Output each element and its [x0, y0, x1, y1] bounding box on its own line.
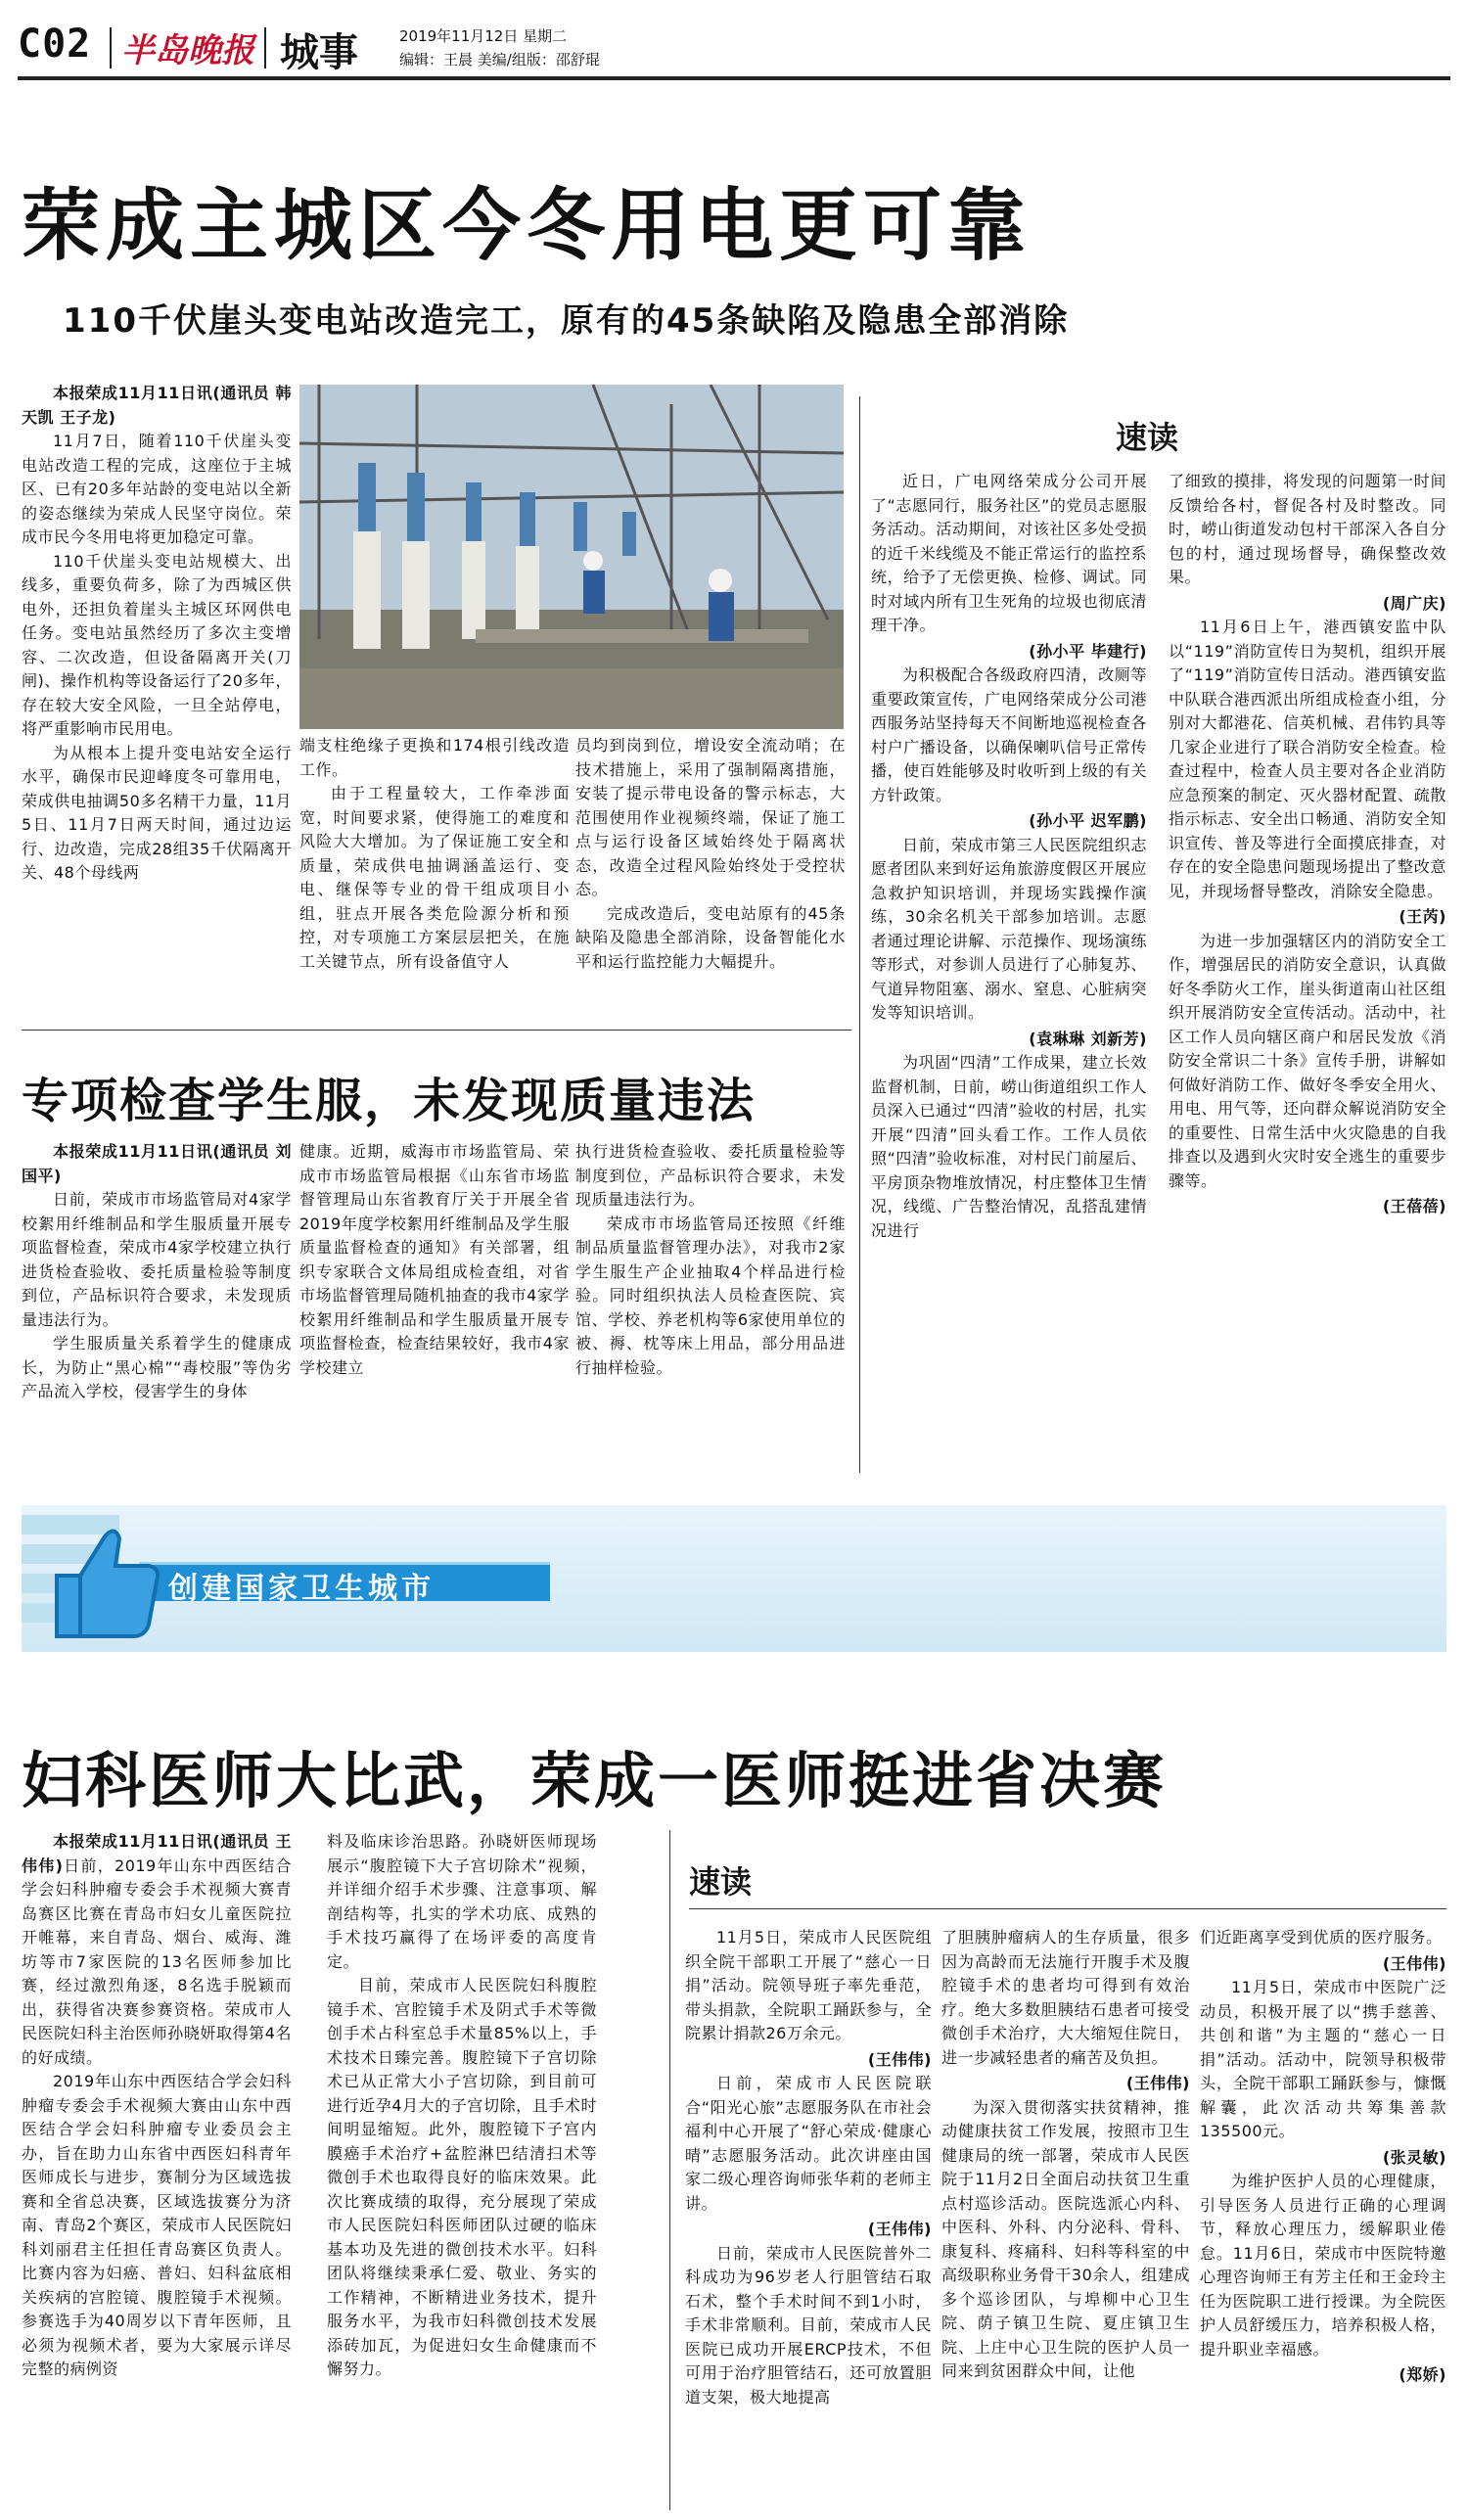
sudu2-byline: (王伟伟) — [867, 2049, 932, 2069]
sudu1-title: 速读 — [1116, 419, 1179, 456]
sudu2-brief: 11月5日，荣成市中医院广泛动员，积极开展了以“携手慈善、共创和谐”为主题的“慈心一日捐”活动。活动中，院领导积极带头，全院干部职工踊跃参与，慷慨解囊，此次活动共筹集善款135500元。 — [1200, 1978, 1446, 2140]
sudu1-byline: (王芮) — [1399, 907, 1446, 926]
column-divider — [669, 1830, 670, 2510]
sudu2-byline: (王伟伟) — [867, 2220, 932, 2238]
section-name: 城事 — [280, 29, 358, 75]
article1-paragraph: 员均到岗到位，增设安全流动哨；在技术措施上，采用了强制隔离措施，安装了提示带电设备的警示标志，大范围使用作业视频终端，保证了施工点与运行设备区域始终处于隔离状态，改造全过程风险始终处于受控状态。 — [575, 736, 846, 898]
sudu2-brief: 了胆胰肿瘤病人的生存质量，很多因为高龄而无法施行开腹手术及腹腔镜手术的患者均可得到有效治疗。绝大多数胆胰结石患者可接受微创手术治疗，大大缩短住院日，进一步减轻患者的痛苦及负担。 — [941, 1928, 1190, 2067]
article1-column-3 — [575, 734, 846, 1028]
sudu1-byline: (袁琳琳 刘新芳) — [1029, 1029, 1147, 1048]
article3-paragraph — [22, 1830, 292, 2070]
sudu1-brief: 11月6日上午，港西镇安监中队以“119”消防宣传日为契机，组织开展了“119”消防宣传日活动。港西镇安监中队联合港西派出所组成检查小组，分别对大都港花、信英机械、君伟钓具等几家企业进行了联合消防安全检查。检查过程中，检查人员主要对各企业消防应急预案的制定、灭火器材配置、疏散指示标志、安全出口畅通、消防安全知识宣传、普及等进行全面摸底排查，对存在的安全隐患问题现场提出了整改意见，并现场督导整改，消除安全隐患。 — [1169, 618, 1446, 900]
newspaper-name: 半岛晚报 — [121, 31, 254, 70]
sudu1-brief: 为进一步加强辖区内的消防安全工作，增强居民的消防安全意识，认真做好冬季防火工作，崖头街道南山社区组织开展消防安全宣传活动。活动中，社区工作人员向辖区商户和居民发放《消防安全常识二十条》宣传手册，讲解如何做好消防工作、做好冬季安全用火、用电、用气等，还向群众解说消防安全的重要性、日常生活中火灾隐患的自我排查以及遇到火灾时安全逃生的重要步骤等。 — [1169, 931, 1446, 1190]
masthead-rule — [18, 76, 1450, 80]
banner-label: 创建国家卫生城市 — [168, 1572, 435, 1606]
substation-photo — [299, 385, 844, 729]
article2-column-3 — [575, 1140, 846, 1468]
article3-paragraph-text: 日前，2019年山东中西医结合学会妇科肿瘤专委会手术视频大赛青岛赛区比赛在青岛市妇女儿童医院拉开帷幕，来自青岛、烟台、威海、潍坊等市7家医院的13名医师参加比赛，经过激烈角逐，8名选手脱颖而出，获得省决赛参赛资格。荣成市人民医院妇科主治医师孙晓妍取得第4名的好成绩。 — [22, 1856, 292, 2067]
date-line: 2019年11月12日 星期二 — [399, 27, 568, 45]
sudu2-byline: (郑娇) — [1399, 2365, 1446, 2384]
column-divider — [859, 396, 860, 1473]
article2-paragraph: 健康。近期，威海市市场监管局、荣成市市场监管局根据《山东省市场监督管理局山东省教育厅关于开展全省2019年度学校絮用纤维制品及学生服质量监督检查的通知》有关部署，组织专家联合文体局组成检查组，对省市场监督管理局随机抽查的我市4家学校絮用纤维制品和学生服质量开展专项监督检查，检查结果较好，我市4家学校建立 — [299, 1142, 570, 1377]
article3-paragraph: 料及临床诊治思路。孙晓妍医师现场展示“腹腔镜下大子宫切除术”视频，并详细介绍手术步骤、注意事项、解剖结构等，扎实的学术功底、成熟的手术技巧赢得了在场评委的高度肯定。 — [327, 1832, 597, 1971]
sudu2-byline: (王伟伟) — [1125, 2074, 1190, 2092]
article1-column-2 — [299, 734, 570, 1028]
sudu2-title: 速读 — [689, 1863, 753, 1901]
article3-paragraph: 目前，荣成市人民医院妇科腹腔镜手术、宫腔镜手术及阴式手术等微创手术占科室总手术量85%以上，手术技术日臻完善。腹腔镜下子宫切除术已从正常大小子宫切除，到目前可进行近孕4月大的子宫切除，且手术时间明显缩短。此外，腹腔镜下子宫内膜癌手术治疗+盆腔淋巴结清扫术等微创手术也取得良好的临床效果。此次比赛成绩的取得，充分展现了荣成市人民医院妇科医师团队过硬的临床基本功及先进的微创技术水平。妇科团队将继续秉承仁爱、敬业、务实的工作精神，不断精进业务技术，提升服务水平，为我市妇科微创技术发展添砖加瓦，为促进妇女生命健康而不懈努力。 — [327, 1976, 597, 2378]
sudu2-column-3 — [1200, 1926, 1446, 2513]
sudu1-column-2 — [1169, 470, 1446, 1473]
article2-headline: 专项检查学生服，未发现质量违法 — [22, 1074, 757, 1128]
page-number: C02 — [18, 22, 92, 67]
article3-paragraph: 2019年山东中西医结合学会妇科肿瘤专委会手术视频大赛由山东中西医结合学会妇科肿瘤专业委员会主办，旨在助力山东省中西医妇科青年医师成长与进步，赛制分为区域选拔赛和全省总决赛，区域选拔赛分为济南、青岛2个赛区，荣成市人民医院妇科刘丽君主任担任青岛赛区负责人。比赛内容为妇癌、普妇、妇科盆底相关疾病的宫腔镜、腹腔镜手术视频。参赛选手为40周岁以下青年医师，且必须为视频术者，要为大家展示详尽完整的病例资 — [22, 2072, 292, 2378]
sudu1-byline: (王蓓蓓) — [1382, 1197, 1446, 1215]
article1-paragraph: 由于工程量较大，工作牵涉面宽，时间要求紧，使得施工的难度和风险大大增加。为了保证施工安全和质量，荣成供电抽调涵盖运行、变电、继保等专业的骨干组成项目小组，驻点开展各类危险源分析和预控，对专项施工方案层层把关，在施工关键节点，所有设备值守人 — [299, 784, 570, 971]
sudu2-brief: 们近距离享受到优质的医疗服务。 — [1200, 1928, 1443, 1947]
article1-subheadline: 110千伏崖头变电站改造完工，原有的45条缺陷及隐患全部消除 — [63, 301, 1070, 341]
article3-dateline: 本报荣成11月11日讯(通讯员 王伟伟) — [22, 1832, 292, 1875]
article2-paragraph: 执行进货检查验收、委托质量检验等制度到位，产品标识符合要求，未发现质量违法行为。 — [575, 1142, 846, 1209]
masthead-divider — [110, 27, 112, 69]
article2-paragraph: 荣成市市场监管局还按照《纤维制品质量监督管理办法》，对我市2家学生服生产企业抽取4个样品进行检验。同时组织执法人员检查医院、宾馆、学校、养老机构等6家使用单位的被、褥、枕等床上用品，部分用品进行抽样检验。 — [575, 1214, 846, 1377]
sudu1-byline: (孙小平 迟军鹏) — [1029, 811, 1147, 830]
article1-paragraph: 11月7日，随着110千伏崖头变电站改造工程的完成，这座位于主城区、已有20多年站龄的变电站以全新的姿态继续为荣成人民坚守岗位。荣成市民今冬用电将更加稳定可靠。 — [22, 432, 292, 546]
sudu2-rule — [689, 1908, 1446, 1909]
sudu2-column-2 — [941, 1926, 1190, 2513]
sudu1-byline: (周广庆) — [1382, 593, 1446, 613]
sudu2-brief: 日前，荣成市人民医院普外二科成功为96岁老人行胆管结石取石术，整个手术时间不到1小时，手术非常顺利。目前，荣成市人民医院已成功开展ERCP技术，不但可用于治疗胆管结石，还可放置胆道支架，极大地提高 — [685, 2243, 932, 2406]
article3-column-1 — [22, 1830, 292, 2510]
article1-paragraph: 完成改造后，变电站原有的45条缺陷及隐患全部消除，设备智能化水平和运行监控能力大幅提升。 — [575, 903, 846, 971]
thumbs-up-icon — [51, 1517, 168, 1644]
article2-paragraph: 日前，荣成市市场监管局对4家学校絮用纤维制品和学生服质量开展专项监督检查，荣成市4家学校建立执行进货检查验收、委托质量检验等制度到位，产品标识符合要求，未发现质量违法行为。 — [22, 1190, 292, 1329]
sudu2-byline: (张灵敏) — [1382, 2147, 1446, 2167]
sudu1-column-1 — [871, 470, 1147, 1473]
substation-photo-illustration — [299, 385, 844, 729]
article1-column-1 — [22, 382, 292, 1023]
sudu1-brief: 为巩固“四清”工作成果，建立长效监督机制，日前，崂山街道组织工作人员深入已通过“四清”验收的村居，扎实开展“四清”回头看工作。工作人员依照“四清”验收标准，对村民门前屋后、平房顶杂物堆放情况，村庄整体卫生情况，线缆、广告整治情况，乱搭乱建情况进行 — [871, 1053, 1147, 1240]
article3-headline: 妇科医师大比武，荣成一医师挺进省决赛 — [22, 1745, 1168, 1816]
article1-paragraph: 110千伏崖头变电站规模大、出线多，重要负荷多，除了为西城区供电外，还担负着崖头主城区环网供电任务。变电站虽然经历了多次主变增容、二次改造，但设备隔离开关(刀闸)、操作机构等设备运行了20多年，存在较大安全风险，一旦全站停电，将严重影响市民用电。 — [22, 551, 292, 738]
section-rule — [22, 1030, 851, 1031]
article3-column-2 — [327, 1830, 597, 2510]
article2-paragraph: 学生服质量关系着学生的健康成长，为防止“黑心棉”“毒校服”等伪劣产品流入学校，侵害学生的身体 — [22, 1334, 292, 1400]
article1-dateline: 本报荣成11月11日讯(通讯员 韩天凯 王子龙) — [22, 384, 292, 427]
sudu1-brief: 了细致的摸排，将发现的问题第一时间反馈给各村，督促各村及时整改。同时，崂山街道发动包村干部深入各自分包的村，通过现场督导，确保整改效果。 — [1169, 472, 1446, 586]
article1-paragraph: 为从根本上提升变电站安全运行水平，确保市民迎峰度冬可靠用电，荣成供电抽调50多名精干力量，11月5日、11月7日两天时间，通过边运行、边改造，完成28组35千伏隔离开关、48个母线两 — [22, 743, 292, 882]
sudu2-brief: 11月5日，荣成市人民医院组织全院干部职工开展了“慈心一日捐”活动。院领导班子率先垂范，带头捐款，全院职工踊跃参与，全院累计捐款26万余元。 — [685, 1928, 932, 2042]
sudu2-brief: 为深入贯彻落实扶贫精神，推动健康扶贫工作发展，按照市卫生健康局的统一部署，荣成市人民医院于11月2日全面启动扶贫卫生重点村巡诊活动。医院选派心内科、中医科、外科、内分泌科、骨科、康复科、疼痛科、妇科等科室的中高级职称业务骨干30余人，组建成多个巡诊团队，与埠柳中心卫生院、荫子镇卫生院、夏庄镇卫生院、上庄中心卫生院的医护人员一同来到贫困群众中间，让他 — [941, 2097, 1190, 2380]
masthead-divider — [264, 27, 266, 69]
editor-line: 编辑：王晨 美编/组版：邵舒琨 — [399, 51, 600, 69]
sudu1-brief: 日前，荣成市第三人民医院组织志愿者团队来到好运角旅游度假区开展应急救护知识培训，并现场实践操作演练，30余名机关干部参加培训。志愿者通过理论讲解、示范操作、现场演练等形式，对参训人员进行了心肺复苏、气道异物阻塞、溺水、窒息、心脏病突发等知识培训。 — [871, 835, 1147, 1022]
sudu1-byline: (孙小平 毕建行) — [1029, 641, 1147, 661]
sudu1-brief: 近日，广电网络荣成分公司开展了“志愿同行，服务社区”的党员志愿服务活动。活动期间，对该社区多处受损的近千米线缆及不能正常运行的监控系统，给予了无偿更换、检修、调试。同时对域内所有卫生死角的垃圾也彻底清理干净。 — [871, 472, 1147, 634]
sudu2-brief: 为维护医护人员的心理健康，引导医务人员进行正确的心理调节，释放心理压力，缓解职业倦怠。11月6日，荣成市中医院特邀心理咨询师王有芳主任和王金玲主任为医院职工进行授课。为全院医护人员舒缓压力，培养积极人格，提升职业幸福感。 — [1200, 2172, 1446, 2359]
sudu2-brief: 日前，荣成市人民医院联合“阳光心旅”志愿服务队在市社会福利中心开展了“舒心荣成·健康心晴”志愿服务活动。此次讲座由国家二级心理咨询师张华莉的老师主讲。 — [685, 2074, 932, 2213]
sudu1-brief: 为积极配合各级政府四清，改厕等重要政策宣传，广电网络荣成分公司港西服务站坚持每天不间断地巡视检查各村户广播设备，以确保喇叭信号正常传播，使百姓能够及时收听到上级的有关方针政策。 — [871, 665, 1147, 804]
sudu2-column-1 — [685, 1926, 932, 2513]
article2-column-2 — [299, 1140, 570, 1468]
article2-column-1 — [22, 1140, 292, 1468]
article2-dateline: 本报荣成11月11日讯(通讯员 刘国平) — [22, 1142, 292, 1185]
campaign-banner — [22, 1505, 1446, 1652]
article1-headline: 荣成主城区今冬用电更可靠 — [22, 179, 1032, 271]
article1-paragraph: 端支柱绝缘子更换和174根引线改造工作。 — [299, 736, 570, 779]
sudu2-byline: (王伟伟) — [1382, 1953, 1446, 1973]
